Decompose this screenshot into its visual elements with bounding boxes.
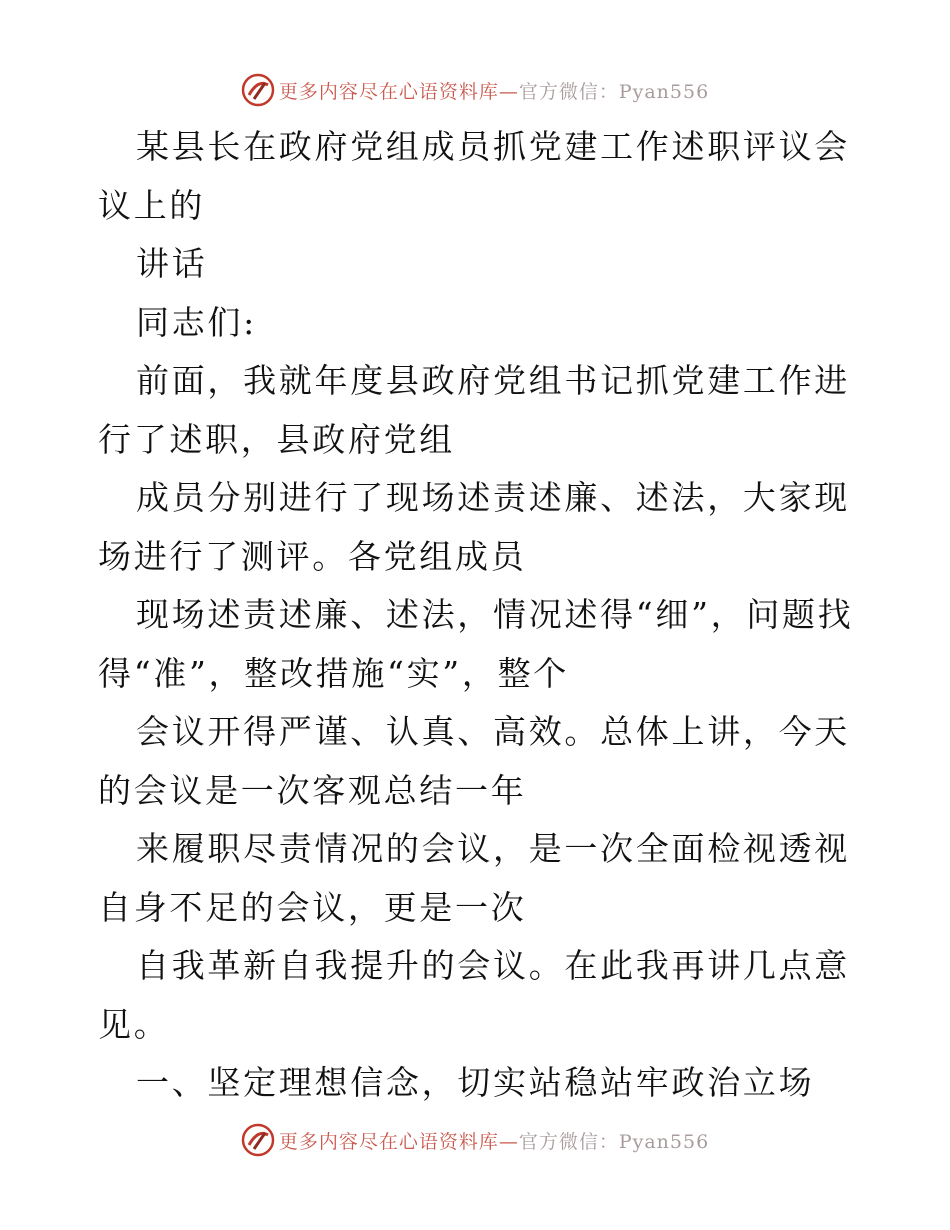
document-body bbox=[98, 118, 858, 1113]
doc-title-line1: 某县长在政府党组成员抓党建工作述职评议会议上的 bbox=[98, 127, 850, 225]
salutation: 同志们: bbox=[136, 302, 257, 342]
library-logo-icon bbox=[241, 1123, 275, 1157]
library-logo-icon bbox=[241, 73, 275, 107]
paragraph: 成员分别进行了现场述责述廉、述法，大家现场进行了测评。各党组成员 bbox=[98, 478, 850, 576]
doc-title-line2: 讲话 bbox=[136, 244, 208, 283]
bottom-watermark bbox=[0, 1122, 950, 1158]
top-watermark bbox=[0, 72, 950, 108]
paragraph: 自我革新自我提升的会议。在此我再讲几点意见。 bbox=[98, 946, 850, 1044]
watermark-text: 更多内容尽在心语资料库—官方微信：Pyan556 bbox=[278, 1130, 710, 1153]
paragraph: 前面，我就年度县政府党组书记抓党建工作进行了述职，县政府党组 bbox=[98, 361, 850, 459]
paragraph: 会议开得严谨、认真、高效。总体上讲，今天的会议是一次客观总结一年 bbox=[98, 712, 850, 810]
paragraph: 来履职尽责情况的会议，是一次全面检视透视自身不足的会议，更是一次 bbox=[98, 829, 850, 927]
paragraph: 现场述责述廉、述法，情况述得“细”，问题找得“准”，整改措施“实”，整个 bbox=[98, 595, 854, 693]
watermark-text: 更多内容尽在心语资料库—官方微信：Pyan556 bbox=[278, 80, 710, 103]
section-heading: 一、坚定理想信念，切实站稳站牢政治立场 bbox=[136, 1063, 815, 1102]
